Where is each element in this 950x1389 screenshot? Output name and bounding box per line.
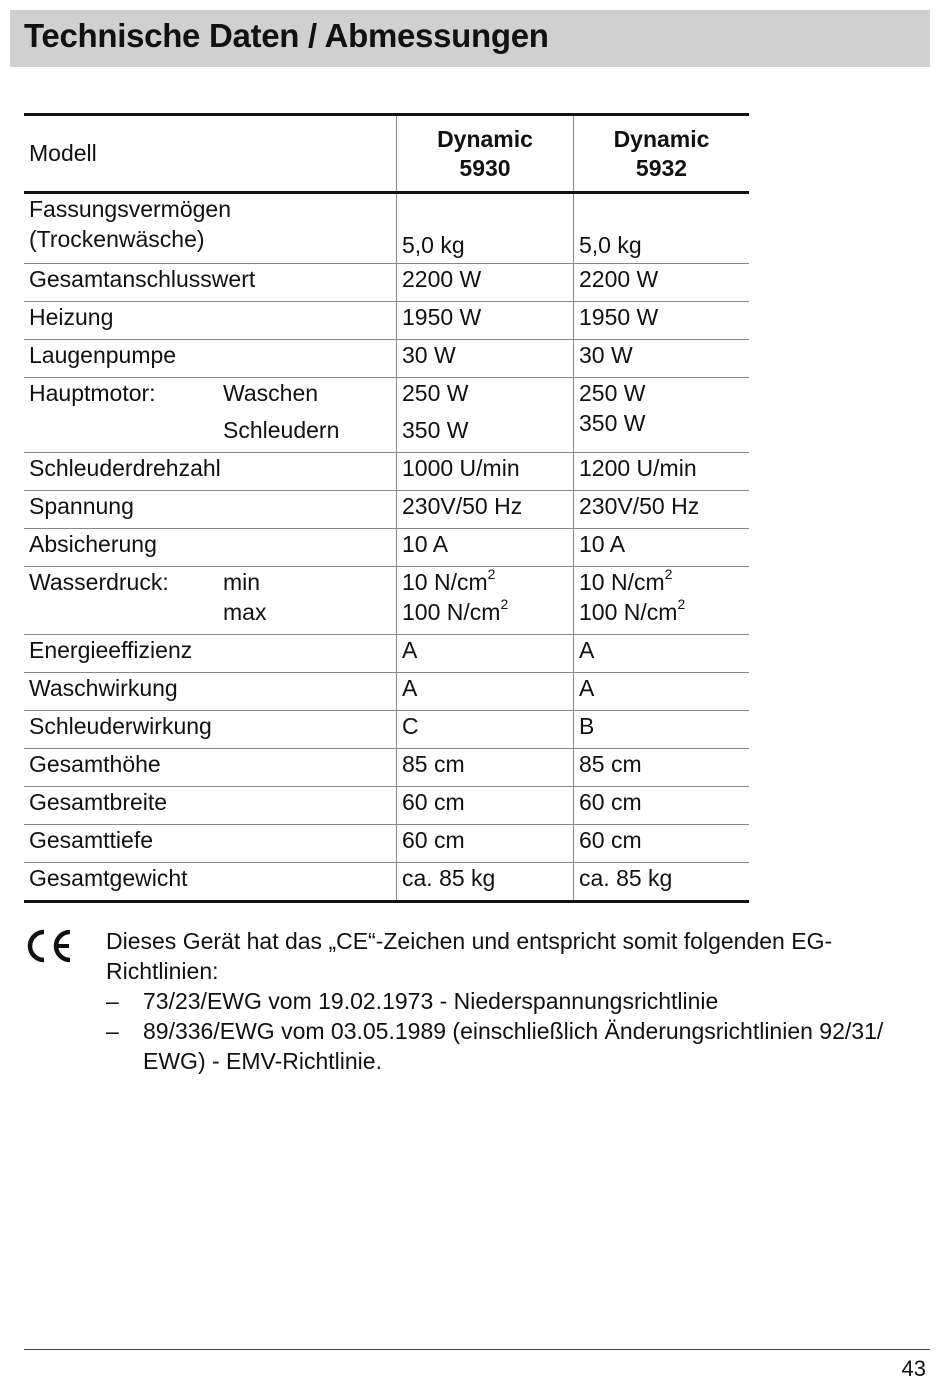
cell-value: 2200 W [397, 264, 574, 302]
table-row [24, 863, 749, 902]
cell-value: A [397, 673, 574, 711]
list-item: – 89/336/EWG vom 03.05.1989 (einschließlich Änderungsrichtlinien 92/31/ EWG) - EMV-Richtlinie. [106, 1018, 884, 1074]
table-row [24, 711, 749, 749]
table-header-row [24, 115, 749, 193]
cell-value: 10 A [397, 529, 574, 567]
cell-value: 230V/50 Hz [397, 491, 574, 529]
column-header-5932: Dynamic 5932 [574, 115, 750, 193]
table-row [24, 673, 749, 711]
cell-value: 85 cm [574, 749, 750, 787]
row-label: Gesamthöhe [24, 749, 397, 787]
cell-value: 60 cm [574, 787, 750, 825]
cell-value: 230V/50 Hz [574, 491, 750, 529]
table-row [24, 529, 749, 567]
table-row [24, 193, 749, 264]
row-label: Gesamtbreite [24, 787, 397, 825]
row-label: Spannung [24, 491, 397, 529]
cell-value: 30 W [574, 340, 750, 378]
row-label: Absicherung [24, 529, 397, 567]
ce-intro: Dieses Gerät hat das „CE“-Zeichen und entspricht somit folgenden EG-Richtlinien: [106, 928, 833, 984]
spec-table [24, 113, 749, 903]
row-label: Laugenpumpe [24, 340, 397, 378]
table-row [24, 825, 749, 863]
footer-divider [24, 1349, 930, 1350]
row-label: Hauptmotor: Waschen Schleudern [24, 378, 397, 453]
cell-value: 1950 W [574, 302, 750, 340]
cell-value: 10 $N/cm^2$ 100 $N/cm^2$ [574, 567, 750, 635]
row-label: Heizung [24, 302, 397, 340]
cell-value: 10 A [574, 529, 750, 567]
row-label: Fassungsvermögen (Trockenwäsche) [24, 193, 397, 264]
table-row [24, 453, 749, 491]
cell-value: ca. 85 kg [397, 863, 574, 902]
page-title: Technische Daten / Abmessungen [24, 17, 549, 54]
cell-value: 85 cm [397, 749, 574, 787]
table-row [24, 749, 749, 787]
cell-value: 10 $N/cm^2$ 100 $N/cm^2$ [397, 567, 574, 635]
cell-value: 2200 W [574, 264, 750, 302]
cell-value: 5,0 kg [574, 193, 750, 264]
table-row [24, 787, 749, 825]
dash-bullet: – [106, 1018, 119, 1044]
table-row [24, 491, 749, 529]
cell-value: A [574, 635, 750, 673]
list-item: – 73/23/EWG vom 19.02.1973 - Niederspannungsrichtlinie [106, 988, 719, 1014]
cell-value: A [397, 635, 574, 673]
page-number: 43 [901, 1356, 926, 1381]
section-header [10, 10, 930, 67]
cell-value: 1000 U/min [397, 453, 574, 491]
cell-value: 60 cm [574, 825, 750, 863]
ce-mark-icon [24, 928, 74, 964]
row-label: Energieeffizienz [24, 635, 397, 673]
row-label: Gesamtanschlusswert [24, 264, 397, 302]
cell-value: A [574, 673, 750, 711]
row-label: Gesamttiefe [24, 825, 397, 863]
cell-value: 1950 W [397, 302, 574, 340]
cell-value: 250 W 350 W [397, 378, 574, 453]
column-header-model: Modell [24, 115, 397, 193]
cell-value: 1200 U/min [574, 453, 750, 491]
row-label: Gesamtgewicht [24, 863, 397, 902]
table-row [24, 567, 749, 635]
table-row [24, 378, 749, 453]
row-label: Waschwirkung [24, 673, 397, 711]
row-label: Schleuderwirkung [24, 711, 397, 749]
ce-declaration [106, 926, 906, 1076]
table-row [24, 264, 749, 302]
cell-value: 250 W 350 W [574, 378, 750, 453]
row-label: Schleuderdrehzahl [24, 453, 397, 491]
row-label: Wasserdruck: min max [24, 567, 397, 635]
cell-value: B [574, 711, 750, 749]
cell-value: 60 cm [397, 787, 574, 825]
cell-value: 60 cm [397, 825, 574, 863]
dash-bullet: – [106, 988, 119, 1014]
cell-value: ca. 85 kg [574, 863, 750, 902]
table-row [24, 302, 749, 340]
table-row [24, 340, 749, 378]
cell-value: 30 W [397, 340, 574, 378]
column-header-5930: Dynamic 5930 [397, 115, 574, 193]
table-row [24, 635, 749, 673]
cell-value: 5,0 kg [397, 193, 574, 264]
cell-value: C [397, 711, 574, 749]
